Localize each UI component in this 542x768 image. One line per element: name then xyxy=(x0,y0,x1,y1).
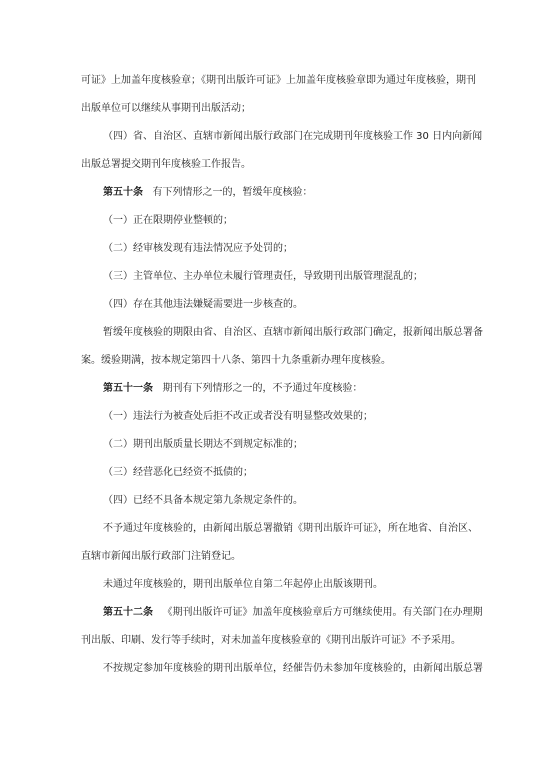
text-line: 出版单位可以继续从事期刊出版活动； xyxy=(81,103,251,114)
text-line: 暂缓年度核验的期限由省、自治区、直辖市新闻出版行政部门确定，报新闻出版总署备 xyxy=(103,327,483,338)
text-line: （二）经审核发现有违法情况应予处罚的； xyxy=(103,243,293,254)
text-line: （三）主管单位、主办单位未履行管理责任，导致期刊出版管理混乱的； xyxy=(103,271,423,282)
text-line: 刊出版、印刷、发行等手续时，对未加盖年度核验章的《期刊出版许可证》不予采用。 xyxy=(81,635,461,646)
text-line: 可证》上加盖年度核验章；《期刊出版许可证》上加盖年度核验章即为通过年度核验，期刊 xyxy=(81,75,476,86)
article-label: 第五十二条 xyxy=(103,607,153,618)
text-line: （四）省、自治区、直辖市新闻出版行政部门在完成期刊年度核验工作 30 日内向新闻 xyxy=(103,131,483,142)
text-line: （一）正在限期停业整顿的； xyxy=(103,215,233,226)
text-line: （三）经营恶化已经资不抵债的； xyxy=(103,467,253,478)
article-label: 第五十一条 xyxy=(103,383,153,394)
text-line: 未通过年度核验的，期刊出版单位自第二年起停止出版该期刊。 xyxy=(103,579,383,590)
text-line: 直辖市新闻出版行政部门注销登记。 xyxy=(81,551,241,562)
article-label: 第五十条 xyxy=(103,187,143,198)
text-line: 案。缓验期满，按本规定第四十八条、第四十九条重新办理年度核验。 xyxy=(81,355,391,366)
text-line: （一）违法行为被查处后拒不改正或者没有明显整改效果的； xyxy=(103,411,373,422)
text-line: （四）已经不具备本规定第九条规定条件的。 xyxy=(103,495,303,506)
article-heading-line: 第五十一条 期刊有下列情形之一的，不予通过年度核验： xyxy=(103,383,363,394)
text-line: 不按规定参加年度核验的期刊出版单位，经催告仍未参加年度核验的，由新闻出版总署 xyxy=(103,663,483,674)
text-line: 出版总署提交期刊年度核验工作报告。 xyxy=(81,159,251,170)
article-heading-line: 第五十二条 《期刊出版许可证》加盖年度核验章后方可继续使用。有关部门在办理期 xyxy=(103,607,483,618)
article-heading-line: 第五十条 有下列情形之一的，暂缓年度核验： xyxy=(103,187,313,198)
text-line: （二）期刊出版质量长期达不到规定标准的； xyxy=(103,439,303,450)
text-line: （四）存在其他违法嫌疑需要进一步核查的。 xyxy=(103,299,303,310)
text-line: 不予通过年度核验的，由新闻出版总署撤销《期刊出版许可证》，所在地省、自治区、 xyxy=(103,523,478,534)
